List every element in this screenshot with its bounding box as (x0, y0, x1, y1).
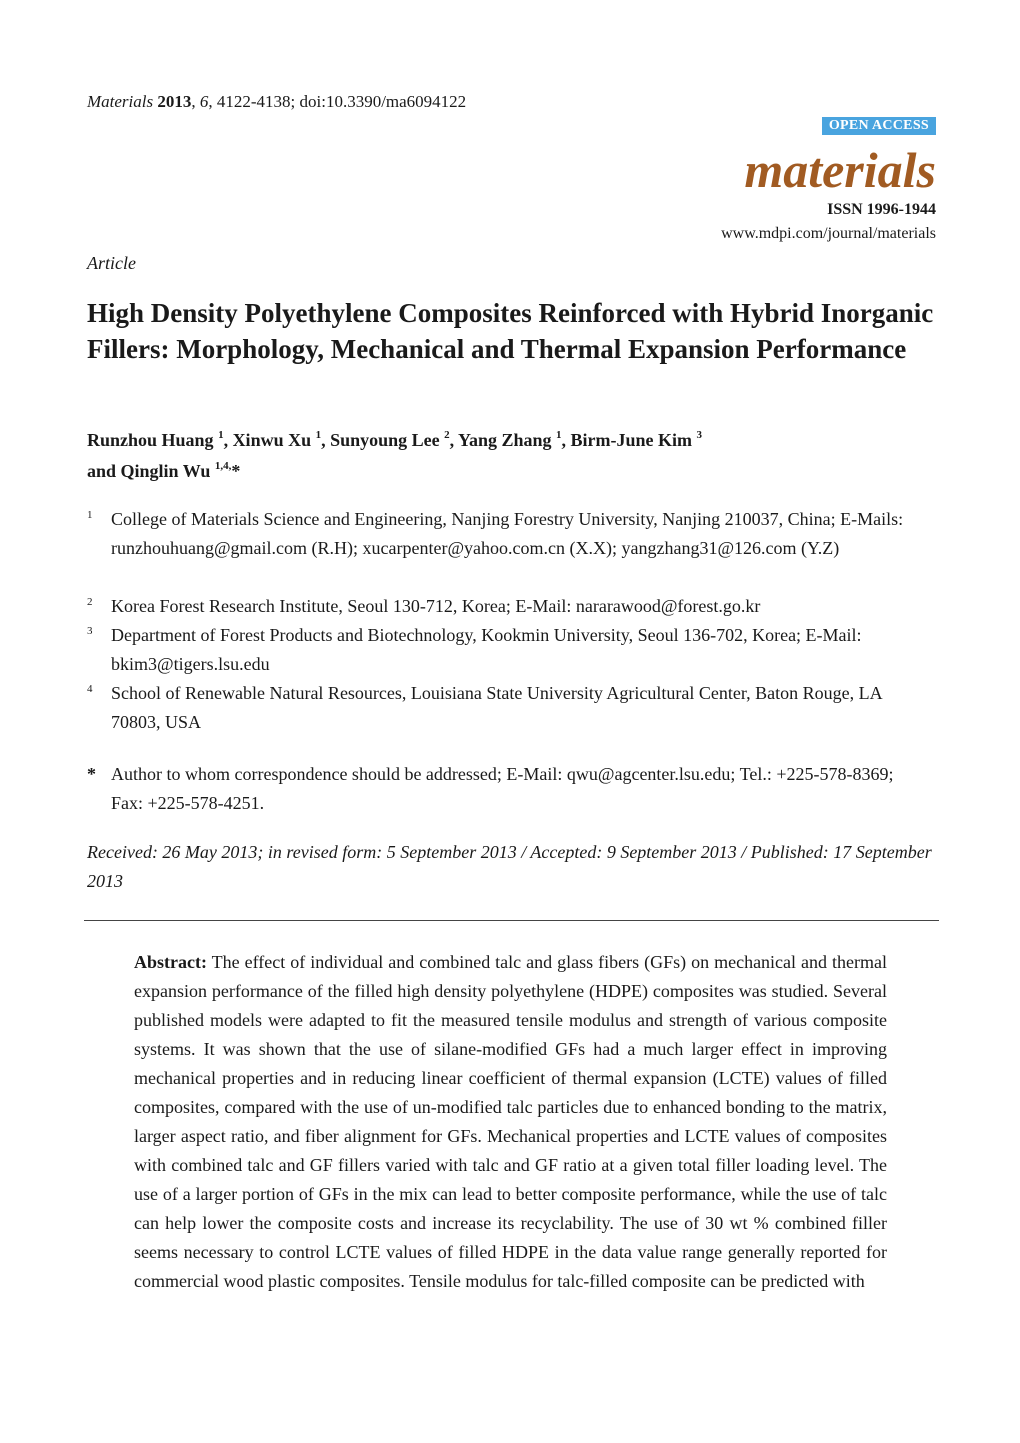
affiliation (87, 592, 927, 621)
journal-name: Materials (87, 92, 154, 111)
publication-dates: Received: 26 May 2013; in revised form: 5 September 2013 / Accepted: 9 September 2013 / Published: 17 September 2013 (87, 842, 932, 891)
abstract-label: Abstract: (134, 952, 207, 972)
abstract (134, 948, 887, 1296)
open-access-badge: OPEN ACCESS (822, 117, 936, 135)
affiliation-number: 2 (87, 596, 93, 608)
pages-doi: , 4122-4138; doi:10.3390/ma6094122 (208, 92, 467, 111)
year: 2013 (157, 92, 192, 111)
citation-line: Materials 2013, 6, 4122-4138; doi:10.3390/ma6094122 (87, 92, 467, 111)
affiliation-text: Department of Forest Products and Biotechnology, Kookmin University, Seoul 136-702, Korea; E-Mail: bkim3@tigers.lsu.edu (111, 625, 862, 674)
affiliation-text: School of Renewable Natural Resources, Louisiana State University Agricultural Center, Baton Rouge, LA 70803, USA (111, 683, 882, 732)
correspondence-text: Author to whom correspondence should be addressed; E-Mail: qwu@agcenter.lsu.edu; Tel.: +225-578-8369; Fax: +225-578-4251. (111, 764, 894, 813)
affiliation-number: 4 (87, 683, 93, 695)
author: Birm-June Kim $^3$ (570, 429, 703, 450)
volume: 6 (199, 92, 209, 111)
author: and Qinglin Wu $^{1,4,}$* (87, 460, 241, 481)
author: Yang Zhang $^1$, (457, 429, 571, 450)
issn: ISSN 1996-1944 (827, 201, 936, 218)
affiliation-text: Korea Forest Research Institute, Seoul 130-712, Korea; E-Mail: nararawood@forest.go.kr (111, 596, 761, 616)
author: Runzhou Huang $^1$, (87, 429, 233, 450)
abstract-text: The effect of individual and combined talc and glass fibers (GFs) on mechanical and thermal expansion performance of the filled high density polyethylene (HDPE) composites was studied. Several published models were adapted to fit the measured tensile modulus and strength of various composite systems. It was shown that the use of silane-modified GFs had a much larger effect in improving mechanical properties and in reducing linear coefficient of thermal expansion (LCTE) values of filled composites, compared with the use of un-modified talc particles due to enhanced bonding to the matrix, larger aspect ratio, and fiber alignment for GFs. Mechanical properties and LCTE values of composites with combined talc and GF fillers varied with talc and GF ratio at a given total filler loading level. The use of a larger portion of GFs in the mix can lead to better composite performance, while the use of talc can help lower the composite costs and increase its recyclability. The use of 30 wt % combined filler seems necessary to control LCTE values of filled HDPE in the data value range generally reported for commercial wood plastic composites. Tensile modulus for talc-filled composite can be predicted with (134, 952, 887, 1291)
correspondence (87, 760, 927, 818)
journal-logo: materials (744, 142, 936, 198)
author: Sunyoung Lee $^2$, (330, 429, 458, 450)
affiliation (87, 505, 927, 563)
journal-url[interactable]: www.mdpi.com/journal/materials (721, 225, 936, 242)
affiliation-text: College of Materials Science and Engineering, Nanjing Forestry University, Nanjing 210037, China; E-Mails: runzhouhuang@gmail.com (R.H); xucarpenter@yahoo.com.cn (X.X); yangzhang31@126.com (Y.Z) (111, 509, 904, 558)
affiliation (87, 679, 927, 737)
paper-title: High Density Polyethylene Composites Reinforced with Hybrid Inorganic Fillers: Morphology, Mechanical and Thermal Expansion Performance (87, 298, 934, 364)
author: Xinwu Xu $^1$, (232, 429, 331, 450)
divider (84, 920, 939, 921)
affiliation-number: 1 (87, 509, 93, 521)
affiliation-number: 3 (87, 625, 93, 637)
correspondence-marker: * (87, 764, 96, 784)
article-type: Article (87, 253, 136, 273)
author-list (87, 425, 937, 487)
affiliation (87, 621, 927, 679)
